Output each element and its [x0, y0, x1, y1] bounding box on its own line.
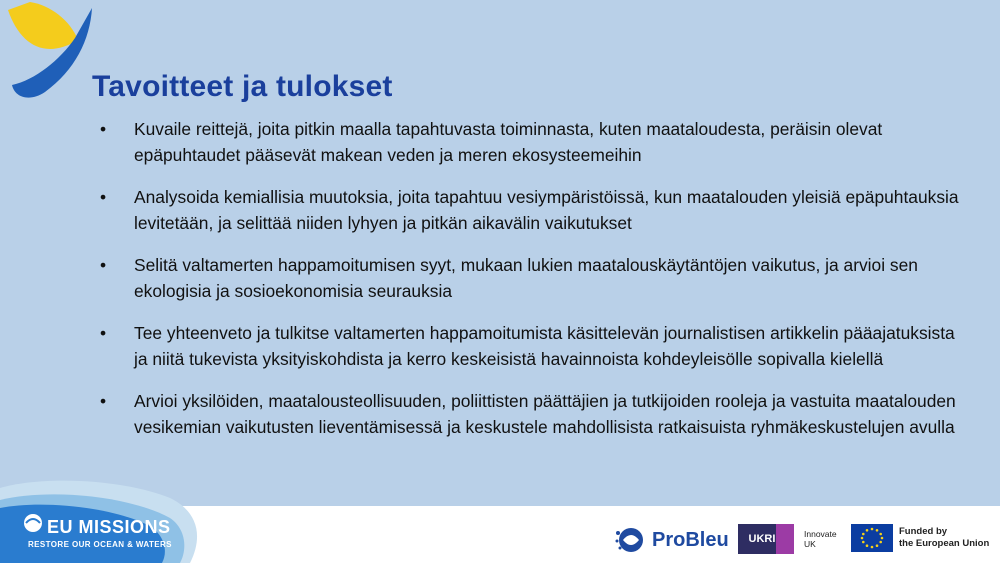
bullet-icon: • — [100, 119, 107, 139]
objectives-list — [100, 116, 970, 456]
list-item-text: Analysoida kemiallisia muutoksia, joita tapahtuu vesiympäristöissä, kun maatalouden yleisiä epäpuhtauksia levitetään, ja selittää niiden lyhyen ja pitkän aikavälin vaikutukset — [134, 187, 959, 233]
ukri-logo — [738, 524, 837, 554]
innovate-line2: UK — [804, 539, 816, 549]
funded-line2: the European Union — [899, 538, 990, 549]
funded-by-eu-label — [899, 526, 989, 550]
probleu-logo — [614, 525, 729, 555]
list-item — [100, 252, 970, 304]
bullet-icon: • — [100, 323, 107, 343]
innovate-line1: Innovate — [804, 529, 837, 539]
list-item-text: Tee yhteenveto ja tulkitse valtamerten happamoitumista käsittelevän journalistisen artikkelin pääajatuksista ja niitä tukevista yksityiskohdista ja kerro keskeisistä havainnoista kohdeyleisölle sopivalla kielellä — [134, 323, 955, 369]
eu-funding-logo — [851, 524, 989, 552]
bullet-icon: • — [100, 255, 107, 275]
funded-line1: Funded by — [899, 526, 948, 537]
list-item — [100, 184, 970, 236]
eu-missions-subtitle: RESTORE OUR OCEAN & WATERS — [28, 540, 172, 549]
slide-title: Tavoitteet ja tulokset — [92, 70, 393, 103]
innovate-uk-label — [804, 529, 837, 549]
bullet-icon: • — [100, 187, 107, 207]
eu-missions-title: EU MISSIONS — [47, 517, 171, 537]
eu-flag-icon — [851, 524, 893, 552]
list-item-text: Selitä valtamerten happamoitumisen syyt, mukaan lukien maatalouskäytäntöjen vaikutus, ja arvioi sen ekologisia ja sosioekonomisia seurauksia — [134, 255, 918, 301]
list-item-text: Arvioi yksilöiden, maatalousteollisuuden, poliittisten päättäjien ja tutkijoiden rooleja ja vastuita maatalouden vesikemian vaikutusten lieventämisessä ja keskustele mahdollisista ratkaisuista ryhmäkeskustelujen avulla — [134, 391, 956, 437]
list-item — [100, 320, 970, 372]
list-item — [100, 388, 970, 440]
probleu-icon — [614, 525, 646, 555]
ukri-icon: UKRI — [738, 524, 786, 554]
bullet-icon: • — [100, 391, 107, 411]
list-item — [100, 116, 970, 168]
probleu-label: ProBleu — [652, 528, 729, 551]
list-item-text: Kuvaile reittejä, joita pitkin maalla tapahtuvasta toiminnasta, kuten maataloudesta, peräisin olevat epäpuhtaudet pääsevät makean veden ja meren ekosysteemeihin — [134, 119, 883, 165]
